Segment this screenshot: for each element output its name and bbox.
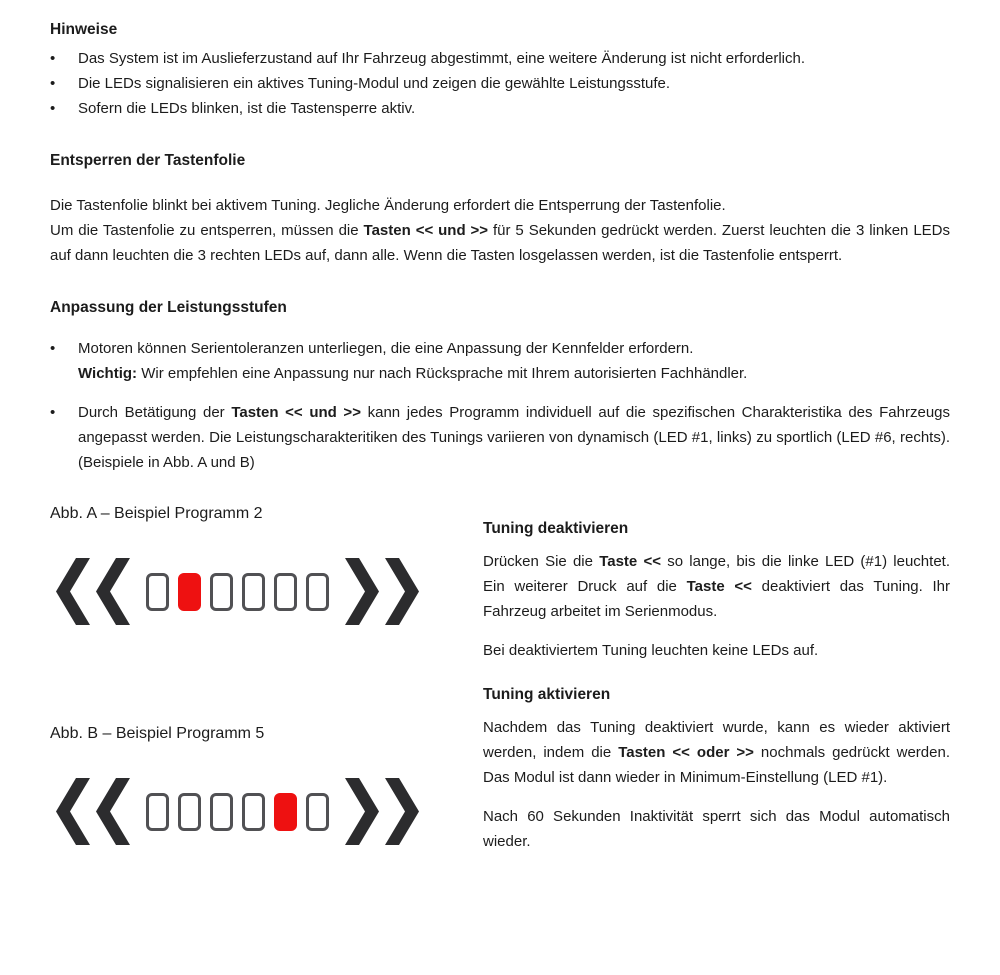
led-on [178,573,201,611]
led-off [242,573,265,611]
hinweise-bullet-list [50,46,950,121]
paragraph: Nachdem das Tuning deaktiviert wurde, kann es wieder aktiviert werden, indem die Tasten << oder >> nochmals gedrückt werden. Das Modul ist dann wieder in Minimum-Einstellung (LED #1). [483,719,950,786]
double-chevron-right-icon [345,778,419,845]
led-off [146,793,169,831]
figure-a-caption: Abb. A – Beispiel Programm 2 [50,505,263,522]
bullet-item [50,336,950,386]
anpassung-bullet-list [50,336,950,475]
tuning-deaktivieren-section [483,519,950,663]
section-title-entsperren: Entsperren der Tastenfolie [50,152,246,169]
bullet-marker: • [50,100,56,117]
figure-a-led-panel [56,558,483,625]
two-column-area [50,503,950,854]
led-off [274,573,297,611]
bullet-marker: • [50,50,56,67]
bullet-item [50,400,950,475]
section-title-hinweise: Hinweise [50,21,118,38]
double-chevron-left-icon [56,558,130,625]
tuning-column [483,503,950,854]
figure-b-led-panel [56,778,483,845]
led-off [146,573,169,611]
led-strip [146,793,329,831]
led-off [210,573,233,611]
tuning-aktivieren-title: Tuning aktivieren [483,686,611,703]
paragraph: Drücken Sie die Taste << so lange, bis die linke LED (#1) leuchtet. Ein weiterer Druck auf die Taste << deaktiviert das Tuning. Ihr Fahrzeug arbeitet im Serienmodus. [483,553,951,620]
double-chevron-right-icon [345,558,419,625]
paragraph: Bei deaktiviertem Tuning leuchten keine LEDs auf. [483,642,819,659]
bullet-text: Motoren können Serientoleranzen unterliegen, die eine Anpassung der Kennfelder erfordern. Wichtig: Wir empfehlen eine Anpassung nur nach Rücksprache mit Ihrem autorisierten Fachhändler. [78,340,748,382]
led-off [306,793,329,831]
bullet-item [50,46,950,71]
bullet-item [50,71,950,96]
paragraph: Um die Tastenfolie zu entsperren, müssen die Tasten << und >> für 5 Sekunden gedrückt werden. Zuerst leuchten die 3 linken LEDs auf dann leuchten die 3 rechten LEDs auf, dann alle. Wenn die Tasten losgelassen werden, ist die Tastenfolie entsperrt. [50,222,951,264]
bullet-item [50,96,950,121]
figure-b-caption: Abb. B – Beispiel Programm 5 [50,725,265,742]
paragraph: Die Tastenfolie blinkt bei aktivem Tuning. Jegliche Änderung erfordert die Entsperrung der Tastenfolie. [50,197,726,214]
bullet-text: Durch Betätigung der Tasten << und >> kann jedes Programm individuell auf die spezifischen Charakteristika des Fahrzeugs angepasst werden. Die Leistungscharakteritiken des Tunings variieren von dynamisch (LED #1, links) zu sportlich (LED #6, rechts).(Beispiele in Abb. A und B) [78,404,951,471]
led-on [274,793,297,831]
section-title-anpassung: Anpassung der Leistungsstufen [50,299,287,316]
bullet-marker: • [50,75,56,92]
led-off [306,573,329,611]
bullet-marker: • [50,404,56,421]
tuning-aktivieren-section [483,685,950,854]
figures-column [50,503,483,845]
tuning-deaktivieren-title: Tuning deaktivieren [483,520,629,537]
double-chevron-left-icon [56,778,130,845]
bullet-marker: • [50,340,56,357]
led-off [242,793,265,831]
led-off [210,793,233,831]
bullet-text: Die LEDs signalisieren ein aktives Tuning-Modul und zeigen die gewählte Leistungsstufe. [78,75,671,92]
paragraph: Nach 60 Sekunden Inaktivität sperrt sich das Modul automatisch wieder. [483,808,950,850]
led-off [178,793,201,831]
led-strip [146,573,329,611]
bullet-text: Das System ist im Auslieferzustand auf Ihr Fahrzeug abgestimmt, eine weitere Änderung ist nicht erforderlich. [78,50,805,67]
bullet-text: Sofern die LEDs blinken, ist die Tastensperre aktiv. [78,100,416,117]
